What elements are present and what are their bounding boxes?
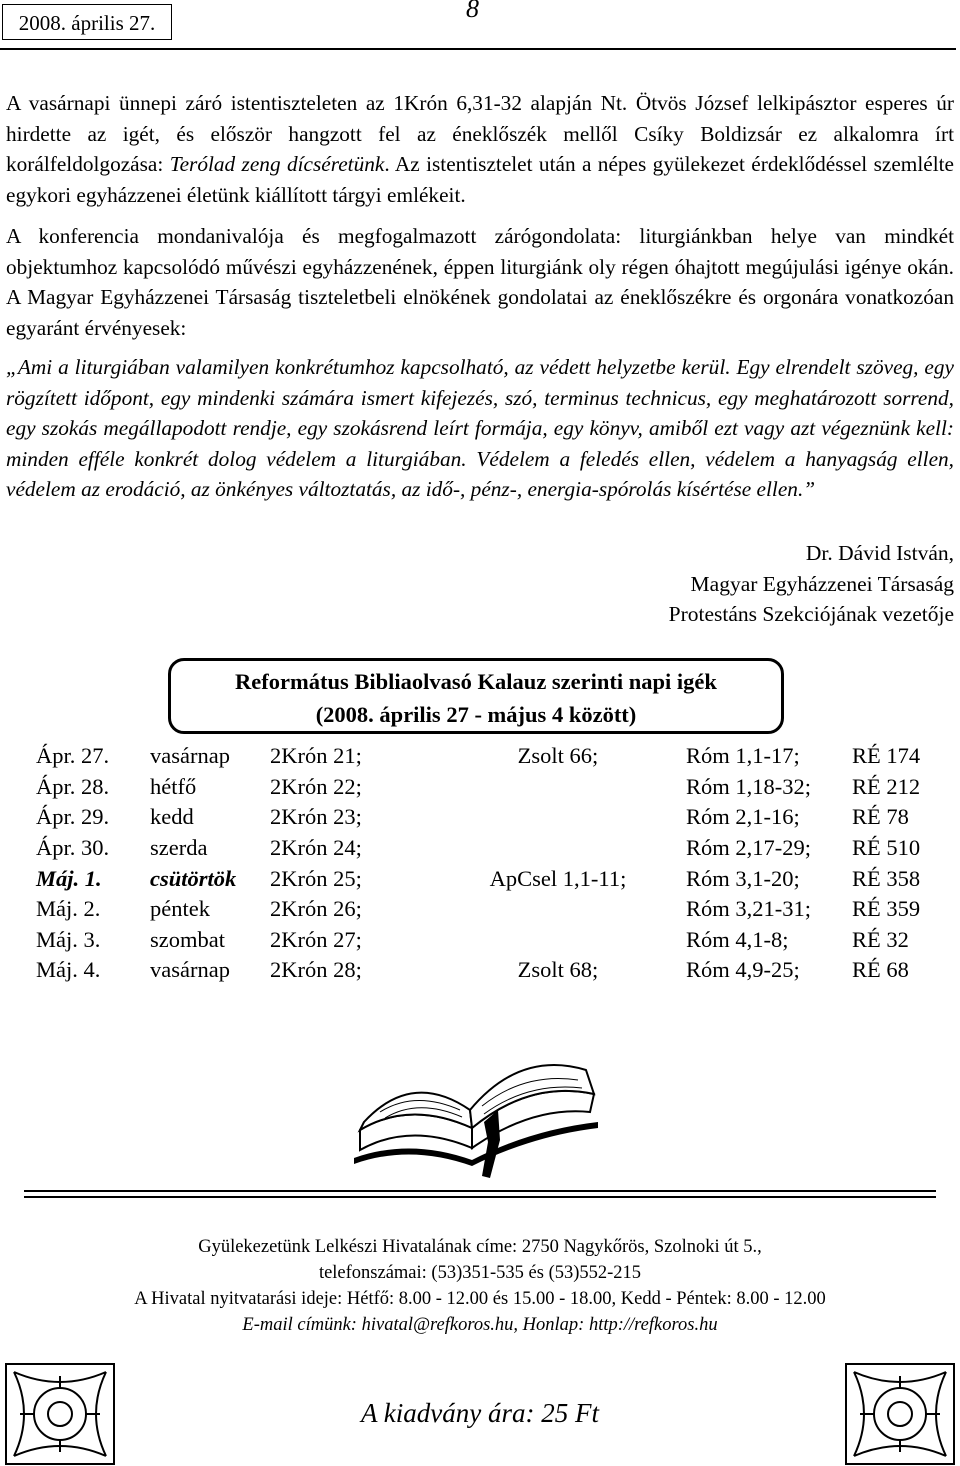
table-cell: Róm 3,21-31; — [686, 896, 812, 922]
table-cell: 2Krón 23; — [270, 804, 362, 830]
table-cell: péntek — [150, 896, 210, 922]
table-cell — [430, 925, 686, 956]
table-cell: RÉ 174 — [852, 743, 921, 769]
table-cell — [430, 894, 686, 925]
open-bible-icon — [350, 1010, 600, 1178]
page-number: 8 — [466, 0, 479, 23]
table-row — [36, 925, 952, 956]
table-cell: Róm 4,9-25; — [686, 957, 800, 983]
table-cell: hétfő — [150, 773, 197, 799]
table-cell: Róm 2,17-29; — [686, 835, 812, 861]
table-row — [36, 772, 952, 803]
table-row — [36, 894, 952, 925]
table-cell: 2Krón 26; — [270, 896, 362, 922]
table-cell: RÉ 68 — [852, 957, 909, 983]
table-cell — [430, 833, 686, 864]
table-cell: kedd — [150, 804, 194, 830]
table-row — [36, 863, 952, 894]
table-cell: Máj. 2. — [36, 896, 101, 922]
reading-guide-box — [168, 658, 784, 734]
table-cell: 2Krón 21; — [270, 743, 362, 769]
table-cell: Róm 2,1-16; — [686, 804, 800, 830]
table-cell: Róm 3,1-20; — [686, 865, 800, 891]
office-address: Gyülekezetünk Lelkészi Hivatalának címe: 2750 Nagykőrös, Szolnoki út 5., — [198, 1237, 762, 1257]
table-cell: ApCsel 1,1-11; — [489, 865, 627, 891]
signature — [669, 538, 954, 630]
signature-org: Magyar Egyházzenei Társaság — [690, 571, 954, 596]
daily-readings-table — [36, 741, 952, 986]
table-cell: RÉ 78 — [852, 804, 909, 830]
table-cell: RÉ 358 — [852, 865, 921, 891]
table-cell: RÉ 212 — [852, 773, 921, 799]
intro-title: Terólad zeng dícséretünk — [169, 152, 385, 176]
office-info — [0, 1234, 960, 1338]
box-subtitle: (2008. április 27 - május 4 között) — [315, 702, 637, 727]
signature-role: Protestáns Szekciójának vezetője — [668, 602, 954, 626]
intro-paragraph — [6, 88, 954, 210]
table-row — [36, 741, 952, 772]
office-hours: A Hivatal nyitvatarási ideje: Hétfő: 8.00 - 12.00 és 15.00 - 18.00, Kedd - Péntek: 8.00 - 12.00 — [134, 1289, 826, 1309]
table-row — [36, 833, 952, 864]
intro-text-2: . Az istentisztelet után a népes gyülekezet érdeklődéssel szemlélte egykori egyházzenei életünk kiállított tárgyi emlékeit. — [6, 152, 954, 207]
table-cell: szerda — [150, 835, 208, 861]
table-cell: 2Krón 24; — [270, 835, 362, 861]
date-box: 2008. április 27. — [2, 4, 172, 40]
signature-name: Dr. Dávid István, — [805, 541, 954, 565]
table-cell: Ápr. 29. — [36, 804, 110, 830]
table-cell: Róm 4,1-8; — [686, 926, 789, 952]
table-cell: vasárnap — [150, 957, 230, 983]
table-cell: Zsolt 68; — [517, 957, 599, 983]
table-cell: Zsolt 66; — [517, 743, 599, 769]
table-cell: csütörtök — [150, 865, 237, 891]
price: A kiadvány ára: 25 Ft — [361, 1398, 599, 1428]
table-cell: Máj. 1. — [36, 865, 102, 891]
table-cell: szombat — [150, 926, 225, 952]
table-row — [36, 802, 952, 833]
table-cell: vasárnap — [150, 743, 230, 769]
table-cell: 2Krón 22; — [270, 773, 362, 799]
table-cell: Ápr. 30. — [36, 835, 110, 861]
footer-rule — [24, 1190, 936, 1198]
table-cell: Róm 1,18-32; — [686, 773, 812, 799]
box-title: Református Bibliaolvasó Kalauz szerinti napi igék — [235, 669, 717, 694]
table-cell — [430, 772, 686, 803]
header-rule — [0, 48, 956, 50]
office-phone: telefonszámai: (53)351-535 és (53)552-215 — [318, 1263, 642, 1283]
table-cell: Róm 1,1-17; — [686, 743, 800, 769]
table-cell: RÉ 510 — [852, 835, 921, 861]
table-cell: RÉ 32 — [852, 926, 909, 952]
conference-paragraph: A konferencia mondanivalója és megfogalmazott zárógondolata: liturgiánkban helye van mindkét objektumhoz kapcsolódó művészi egyházzenének, éppen liturgiánk oly régen óhajtott megújulási igénye okán. A Magyar Egyházzenei Társaság tiszteletbeli elnökének gondolatai az éneklőszékre és orgonára vonatkozóan egyaránt érvényesek: — [6, 224, 954, 340]
table-cell: 2Krón 27; — [270, 926, 362, 952]
table-cell: Ápr. 27. — [36, 743, 110, 769]
table-cell: 2Krón 25; — [270, 865, 362, 891]
office-contact: E-mail címünk: hivatal@refkoros.hu, Honlap: http://refkoros.hu — [242, 1315, 718, 1335]
table-cell: 2Krón 28; — [270, 957, 362, 983]
table-row — [36, 955, 952, 986]
table-cell: Máj. 4. — [36, 957, 101, 983]
table-cell: Máj. 3. — [36, 926, 101, 952]
intro-text-1: A vasárnapi ünnepi záró istentiszteleten az 1Krón 6,31-32 alapján Nt. Ötvös József lelkipásztor esperes úr hirdette az igét, és először hangzott fel az éneklőszék mellől Csíky Boldizsár ez alkalomra írt korálfeldolgozása: — [6, 91, 954, 176]
table-cell: Ápr. 28. — [36, 773, 110, 799]
table-cell: RÉ 359 — [852, 896, 921, 922]
quote-paragraph: „Ami a liturgiában valamilyen konkrétumhoz kapcsolható, az védett helyzetbe kerül. Egy elrendelt szöveg, egy rögzített időpont, egy mindenki számára ismert kifejezés, szó, terminus technicus, egy meghatározott sorrend, egy szokás megállapodott rendje, egy szokásrend leírt formája, egy könyv, amiből ezt vagy azt végeznünk kell: minden efféle konkrét dolog védelem a liturgiában. Védelem a feledés ellen, védelem a hanyagság ellen, védelem az erodáció, az önkényes változtatás, az idő-, pénz-, energia-spórolás kísértése ellen.” — [6, 355, 954, 501]
table-cell — [430, 802, 686, 833]
